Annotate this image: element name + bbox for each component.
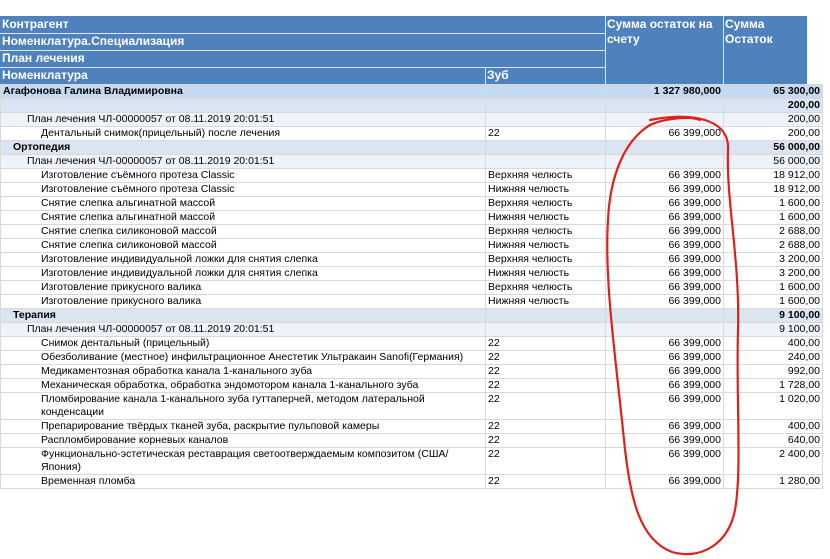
group-row[interactable] xyxy=(1,113,823,127)
header-account-balance: Сумма остаток на счету xyxy=(605,16,723,84)
cell-nomenclature: Дентальный снимок(прицельный) после лечения xyxy=(1,127,486,141)
cell-account-balance: 66 399,000 xyxy=(606,197,724,211)
cell-nomenclature: Снятие слепка силиконовой массой xyxy=(1,239,486,253)
cell-nomenclature: Распломбирование корневых каналов xyxy=(1,434,486,448)
header-specialization: Номенклатура.Специализация xyxy=(0,33,605,50)
cell-tooth xyxy=(486,323,606,337)
cell-balance: 3 200,00 xyxy=(724,253,823,267)
cell-tooth: Верхняя челюсть xyxy=(486,197,606,211)
cell-balance: 18 912,00 xyxy=(724,183,823,197)
cell-tooth: Верхняя челюсть xyxy=(486,253,606,267)
table-row[interactable] xyxy=(1,379,823,393)
cell-account-balance: 66 399,000 xyxy=(606,434,724,448)
table-row[interactable] xyxy=(1,337,823,351)
cell-tooth xyxy=(486,85,606,99)
cell-nomenclature: Снимок дентальный (прицельный) xyxy=(1,337,486,351)
cell-nomenclature: Изготовление индивидуальной ложки для снятия слепка xyxy=(1,253,486,267)
cell-nomenclature: Снятие слепка альгинатной массой xyxy=(1,211,486,225)
group-row[interactable] xyxy=(1,309,823,323)
cell-tooth: Нижняя челюсть xyxy=(486,295,606,309)
table-row[interactable] xyxy=(1,434,823,448)
cell-nomenclature: Обезболивание (местное) инфильтрационное Анестетик Ультракаин Sanofi(Германия) xyxy=(1,351,486,365)
header-counterparty: Контрагент xyxy=(0,16,605,33)
table-row[interactable] xyxy=(1,475,823,489)
cell-balance: 200,00 xyxy=(724,127,823,141)
cell-account-balance: 66 399,000 xyxy=(606,295,724,309)
cell-tooth: Нижняя челюсть xyxy=(486,183,606,197)
header-tooth: Зуб xyxy=(485,67,605,84)
cell-tooth: 22 xyxy=(486,393,606,420)
cell-balance: 9 100,00 xyxy=(724,309,823,323)
group-row[interactable] xyxy=(1,141,823,155)
cell-account-balance: 66 399,000 xyxy=(606,225,724,239)
cell-balance: 1 600,00 xyxy=(724,281,823,295)
cell-balance: 65 300,00 xyxy=(724,85,823,99)
cell-account-balance: 1 327 980,000 xyxy=(606,85,724,99)
cell-balance: 400,00 xyxy=(724,337,823,351)
table-row[interactable] xyxy=(1,225,823,239)
cell-account-balance: 66 399,000 xyxy=(606,211,724,225)
table-row[interactable] xyxy=(1,295,823,309)
cell-balance: 1 600,00 xyxy=(724,197,823,211)
cell-tooth: 22 xyxy=(486,434,606,448)
cell-nomenclature: Изготовление прикусного валика xyxy=(1,281,486,295)
cell-tooth: Верхняя челюсть xyxy=(486,225,606,239)
cell-tooth: 22 xyxy=(486,379,606,393)
cell-balance: 2 688,00 xyxy=(724,225,823,239)
cell-tooth: Нижняя челюсть xyxy=(486,267,606,281)
cell-nomenclature: Терапия xyxy=(1,309,486,323)
cell-nomenclature: Изготовление прикусного валика xyxy=(1,295,486,309)
cell-balance: 1 600,00 xyxy=(724,211,823,225)
cell-tooth: Верхняя челюсть xyxy=(486,169,606,183)
cell-tooth: 22 xyxy=(486,420,606,434)
cell-nomenclature: Медикаментозная обработка канала 1-канального зуба xyxy=(1,365,486,379)
group-row[interactable] xyxy=(1,99,823,113)
cell-account-balance xyxy=(606,141,724,155)
cell-account-balance xyxy=(606,99,724,113)
cell-account-balance: 66 399,000 xyxy=(606,351,724,365)
cell-tooth: 22 xyxy=(486,337,606,351)
cell-balance: 1 280,00 xyxy=(724,475,823,489)
cell-nomenclature: Механическая обработка, обработка эндомотором канала 1-канального зуба xyxy=(1,379,486,393)
cell-balance: 640,00 xyxy=(724,434,823,448)
cell-nomenclature: Агафонова Галина Владимировна xyxy=(1,85,486,99)
cell-tooth: Верхняя челюсть xyxy=(486,281,606,295)
report-header xyxy=(0,16,830,84)
cell-account-balance: 66 399,000 xyxy=(606,169,724,183)
cell-tooth xyxy=(486,155,606,169)
table-row[interactable] xyxy=(1,253,823,267)
cell-tooth xyxy=(486,99,606,113)
cell-account-balance: 66 399,000 xyxy=(606,379,724,393)
cell-nomenclature: Изготовление съёмного протеза Classic xyxy=(1,183,486,197)
table-row[interactable] xyxy=(1,197,823,211)
table-row[interactable] xyxy=(1,448,823,475)
cell-tooth xyxy=(486,113,606,127)
cell-nomenclature: Снятие слепка силиконовой массой xyxy=(1,225,486,239)
cell-balance: 1 728,00 xyxy=(724,379,823,393)
table-row[interactable] xyxy=(1,239,823,253)
cell-balance: 2 400,00 xyxy=(724,448,823,475)
cell-account-balance: 66 399,000 xyxy=(606,365,724,379)
cell-balance: 200,00 xyxy=(724,99,823,113)
table-row[interactable] xyxy=(1,211,823,225)
cell-balance: 1 600,00 xyxy=(724,295,823,309)
cell-tooth xyxy=(486,309,606,323)
cell-tooth: 22 xyxy=(486,351,606,365)
cell-account-balance xyxy=(606,323,724,337)
group-row[interactable] xyxy=(1,155,823,169)
cell-nomenclature: Пломбирование канала 1-канального зуба гуттаперчей, методом латеральной конденсации xyxy=(1,393,486,420)
cell-nomenclature: Изготовление съёмного протеза Classic xyxy=(1,169,486,183)
table-row[interactable] xyxy=(1,351,823,365)
cell-account-balance: 66 399,000 xyxy=(606,448,724,475)
cell-tooth: 22 xyxy=(486,365,606,379)
table-row[interactable] xyxy=(1,420,823,434)
cell-account-balance xyxy=(606,309,724,323)
cell-account-balance xyxy=(606,113,724,127)
cell-tooth xyxy=(486,141,606,155)
table-row[interactable] xyxy=(1,169,823,183)
cell-balance: 3 200,00 xyxy=(724,267,823,281)
table-row[interactable] xyxy=(1,183,823,197)
group-row[interactable] xyxy=(1,85,823,99)
cell-nomenclature: Функционально-эстетическая реставрация светоотверждаемым композитом (США/Япония) xyxy=(1,448,486,475)
cell-nomenclature: План лечения ЧЛ-00000057 от 08.11.2019 20:01:51 xyxy=(1,323,486,337)
cell-balance: 200,00 xyxy=(724,113,823,127)
cell-nomenclature: План лечения ЧЛ-00000057 от 08.11.2019 20:01:51 xyxy=(1,113,486,127)
cell-balance: 240,00 xyxy=(724,351,823,365)
header-treatment-plan: План лечения xyxy=(0,50,605,67)
cell-nomenclature: План лечения ЧЛ-00000057 от 08.11.2019 20:01:51 xyxy=(1,155,486,169)
cell-tooth: Нижняя челюсть xyxy=(486,211,606,225)
cell-nomenclature: Снятие слепка альгинатной массой xyxy=(1,197,486,211)
group-row[interactable] xyxy=(1,323,823,337)
cell-account-balance: 66 399,000 xyxy=(606,127,724,141)
cell-balance: 18 912,00 xyxy=(724,169,823,183)
cell-balance: 992,00 xyxy=(724,365,823,379)
cell-account-balance: 66 399,000 xyxy=(606,393,724,420)
cell-balance: 400,00 xyxy=(724,420,823,434)
table-row[interactable] xyxy=(1,281,823,295)
cell-nomenclature: Изготовление индивидуальной ложки для снятия слепка xyxy=(1,267,486,281)
cell-nomenclature xyxy=(1,99,486,113)
table-row[interactable] xyxy=(1,365,823,379)
table-row[interactable] xyxy=(1,127,823,141)
cell-balance: 1 020,00 xyxy=(724,393,823,420)
cell-balance: 56 000,00 xyxy=(724,141,823,155)
report-table xyxy=(0,84,823,489)
cell-balance: 9 100,00 xyxy=(724,323,823,337)
cell-balance: 2 688,00 xyxy=(724,239,823,253)
cell-tooth: 22 xyxy=(486,448,606,475)
cell-account-balance xyxy=(606,155,724,169)
cell-tooth: 22 xyxy=(486,475,606,489)
cell-account-balance: 66 399,000 xyxy=(606,337,724,351)
cell-account-balance: 66 399,000 xyxy=(606,267,724,281)
cell-account-balance: 66 399,000 xyxy=(606,239,724,253)
table-row[interactable] xyxy=(1,393,823,420)
cell-nomenclature: Временная пломба xyxy=(1,475,486,489)
cell-tooth: 22 xyxy=(486,127,606,141)
cell-account-balance: 66 399,000 xyxy=(606,281,724,295)
header-nomenclature: Номенклатура xyxy=(0,67,485,84)
cell-account-balance: 66 399,000 xyxy=(606,475,724,489)
cell-account-balance: 66 399,000 xyxy=(606,183,724,197)
header-balance: Сумма Остаток xyxy=(723,16,807,84)
cell-account-balance: 66 399,000 xyxy=(606,253,724,267)
cell-account-balance: 66 399,000 xyxy=(606,420,724,434)
cell-nomenclature: Ортопедия xyxy=(1,141,486,155)
cell-nomenclature: Препарирование твёрдых тканей зуба, раскрытие пульповой камеры xyxy=(1,420,486,434)
cell-balance: 56 000,00 xyxy=(724,155,823,169)
table-row[interactable] xyxy=(1,267,823,281)
cell-tooth: Нижняя челюсть xyxy=(486,239,606,253)
